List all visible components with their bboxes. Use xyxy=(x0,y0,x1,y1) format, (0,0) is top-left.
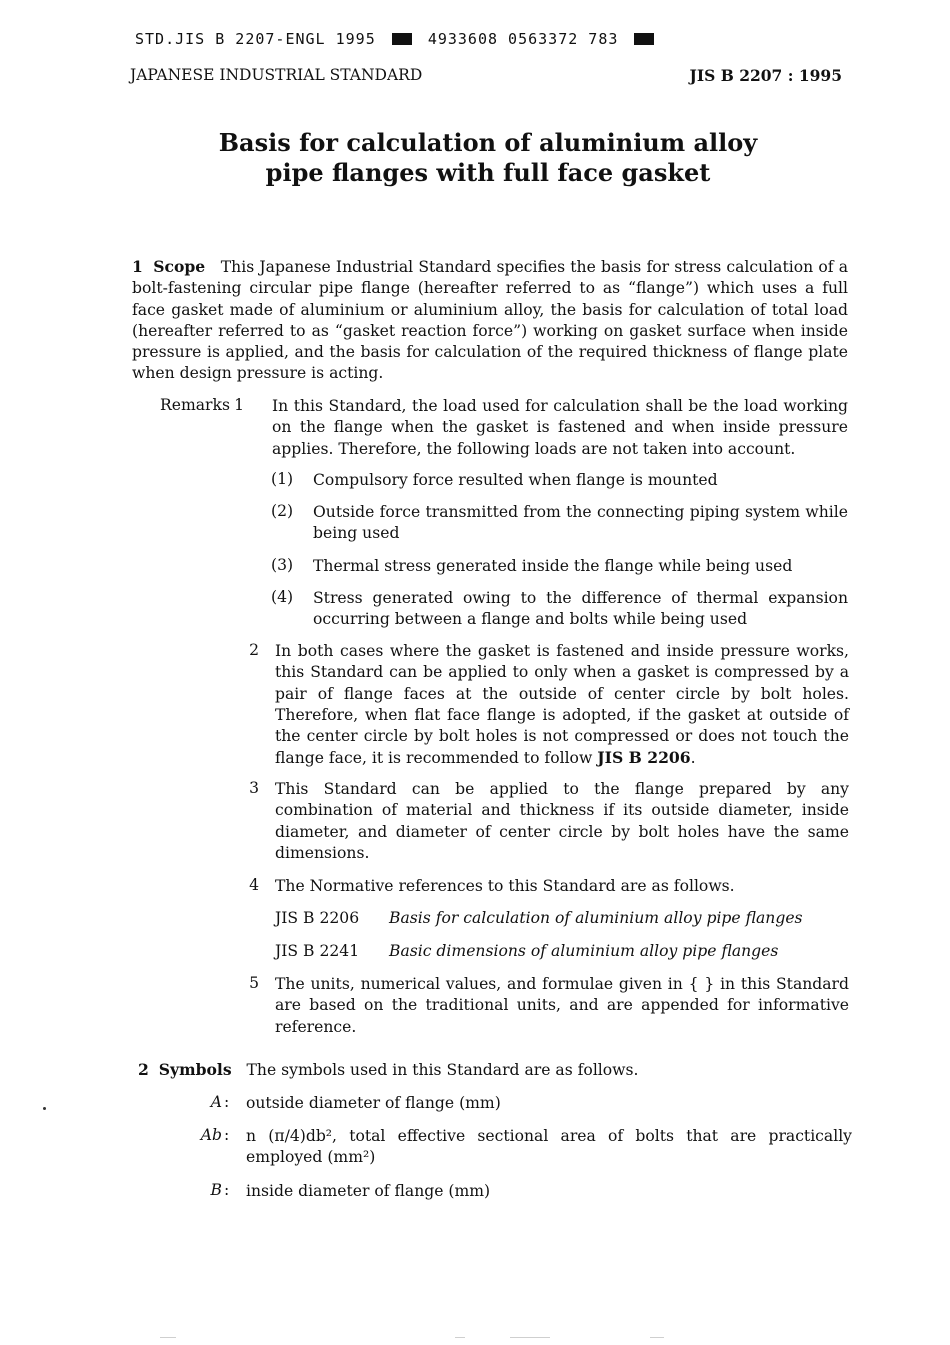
scan-artifact xyxy=(455,1337,465,1338)
scan-artifact xyxy=(650,1337,664,1338)
subitem-text: Compulsory force resulted when flange is mounted xyxy=(313,471,718,489)
reference-jis-b-2206: JIS B 2206 xyxy=(597,748,691,768)
subitem-number: (1) xyxy=(271,470,294,488)
scope-heading: Scope xyxy=(153,257,206,276)
remark-text xyxy=(275,641,849,770)
symbol-definition: n (π/4)db², total effective sectional area of bolts that are practically employed (mm²) xyxy=(246,1127,852,1167)
remark-number: 3 xyxy=(249,779,259,797)
symbols-section xyxy=(138,1059,848,1081)
standard-number: JIS B 2207 : 1995 xyxy=(689,66,842,85)
scan-dot xyxy=(43,1107,46,1110)
subitem-text: Outside force transmitted from the connecting piping system while being used xyxy=(313,503,848,543)
symbol-colon: : xyxy=(224,1181,230,1199)
scope-section xyxy=(132,256,848,385)
symbols-intro: The symbols used in this Standard are as follows. xyxy=(246,1061,639,1079)
subitem-text: Thermal stress generated inside the flange while being used xyxy=(313,557,793,575)
symbol-definition: outside diameter of flange (mm) xyxy=(246,1094,501,1112)
subitem-number: (2) xyxy=(271,502,294,520)
remark-number: 5 xyxy=(249,974,259,992)
scope-number: 1 xyxy=(132,257,143,276)
reference-code: JIS B 2241 xyxy=(275,942,360,960)
remark-text: The Normative references to this Standard are as follows. xyxy=(275,877,735,895)
symbol-label: A xyxy=(210,1093,222,1111)
remark-text: This Standard can be applied to the flange prepared by any combination of material and thickness if its outside diameter, inside diameter, and diameter of center circle by bolt holes have the same dimensions. xyxy=(275,780,849,862)
code-line-part1: STD.JIS B 2207-ENGL 1995 xyxy=(135,30,376,48)
symbols-number: 2 xyxy=(138,1060,149,1079)
symbol-definition: inside diameter of flange (mm) xyxy=(246,1182,491,1200)
remark-text: In this Standard, the load used for calculation shall be the load working on the flange when the gasket is fastened and when inside pressure applies. Therefore, the following loads are not taken into account. xyxy=(272,397,848,458)
title-line-1: Basis for calculation of aluminium alloy xyxy=(218,128,758,157)
symbol-colon: : xyxy=(224,1126,230,1144)
remark-2-end: . xyxy=(690,749,696,768)
scan-artifact xyxy=(510,1337,550,1338)
reference-code: JIS B 2206 xyxy=(275,909,360,927)
remark-number: 1 xyxy=(234,396,244,414)
remark-number: 2 xyxy=(249,641,259,659)
reference-title: Basic dimensions of aluminium alloy pipe flanges xyxy=(389,942,779,960)
subitem-number: (3) xyxy=(271,556,294,574)
black-bar-mark xyxy=(392,33,412,45)
title-line-2: pipe flanges with full face gasket xyxy=(265,158,711,187)
remarks-label: Remarks xyxy=(160,396,230,414)
page-title xyxy=(130,128,846,188)
remark-number: 4 xyxy=(249,876,259,894)
symbol-label: Ab xyxy=(200,1126,222,1144)
scan-artifact xyxy=(160,1337,176,1338)
reference-title: Basis for calculation of aluminium alloy pipe flanges xyxy=(389,909,803,927)
symbol-colon: : xyxy=(224,1093,230,1111)
symbols-heading: Symbols xyxy=(158,1060,232,1079)
remark-text: The units, numerical values, and formulae given in { } in this Standard are based on the traditional units, and are appended for informative reference. xyxy=(275,975,849,1036)
symbol-label: B xyxy=(210,1181,222,1199)
black-bar-mark xyxy=(634,33,654,45)
subitem-text: Stress generated owing to the difference of thermal expansion occurring between a flange and bolts while being used xyxy=(313,589,848,629)
remark-2-text: In both cases where the gasket is fastened and inside pressure works, this Standard can be applied to only when a gasket is compressed by a pair of flange faces at the outside of center circle by bolt holes. Therefore, when flat face flange is adopted, if the gasket at outside of the center circle by bolt holes is not compressed or does not touch the flange face, it is recommended to follow xyxy=(275,642,849,768)
standard-type: JAPANESE INDUSTRIAL STANDARD xyxy=(130,66,423,84)
code-line-part2: 4933608 0563372 783 xyxy=(427,30,619,48)
document-code-line xyxy=(135,30,660,48)
scope-text: This Japanese Industrial Standard specifies the basis for stress calculation of a bolt-fastening circular pipe flange (hereafter referred to as “flange”) which uses a full face gasket made of aluminium or aluminium alloy, the basis for calculation of total load (hereafter referred to as “gasket reaction force”) working on gasket surface when inside pressure is applied, and the basis for calculation of the required thickness of flange plate when design pressure is acting. xyxy=(132,258,848,383)
subitem-number: (4) xyxy=(271,588,294,606)
